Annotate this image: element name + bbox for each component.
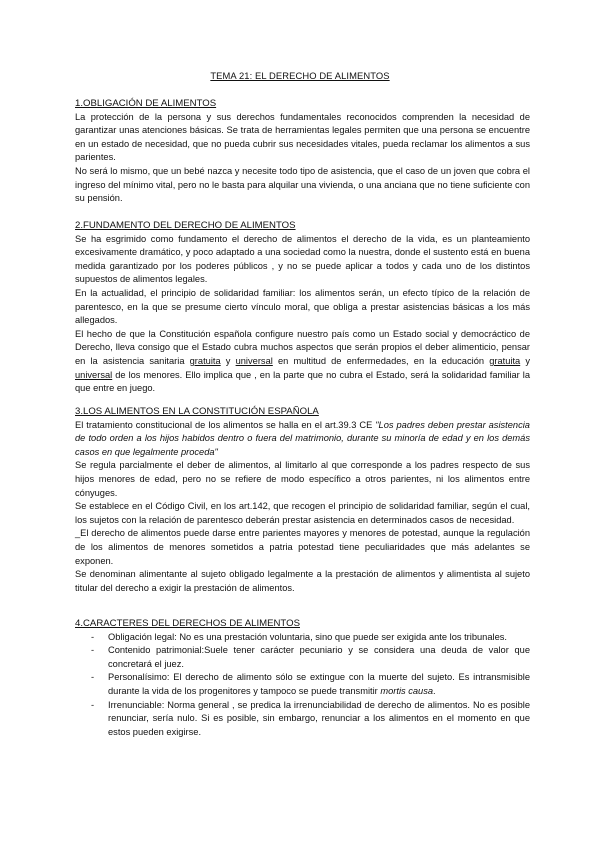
italic-term: mortis causa xyxy=(380,685,434,696)
paragraph xyxy=(75,419,530,460)
paragraph: La protección de la persona y sus derechos fundamentales reconocidos comprenden la necesidad de garantizar unas atenciones básicas. Se trata de herramientas legales permiten que una persona se encuentre en un estado de necesidad, que no pueda cubrir sus necesidades vitales, pueda reclamar los alimentos a sus parientes. xyxy=(75,111,530,163)
paragraph: En la actualidad, el principio de solidaridad familiar: los alimentos serán, un efecto típico de la relación de parentesco, en la que se presume cierto vínculo moral, que obliga a prestar asistencias básicas a los más allegados. xyxy=(75,287,530,326)
text-run: en multitud de enfermedades, en la educación xyxy=(272,355,490,366)
text-run: Personalísimo: El derecho de alimento sólo se extingue con la muerte del sujeto. Es intransmisible durante la vida de los progenitores y tampoco se puede transmitir xyxy=(108,672,530,696)
section-heading: 4.CARACTERES DEL DERECHOS DE ALIMENTOS xyxy=(75,618,300,629)
list-item: - Contenido patrimonial:Suele tener carácter pecuniario y se considera una deuda de valor que concretará el juez. xyxy=(75,644,530,671)
paragraph: Se regula parcialmente el deber de alimentos, al limitarlo al que corresponde a los padres respecto de sus hijos menores de edad, pero no se refiere de modo específico a otros parientes, ni los alimentos entre cónyuges. xyxy=(75,460,530,498)
section-fundamento xyxy=(75,219,530,396)
paragraph: Se establece en el Código Civil, en los art.142, que recogen el principio de solidaridad familiar, según el cual, los sujetos con la relación de parentesco deberán prestar asistencia en determinados casos de necesidad. xyxy=(75,501,530,525)
underlined-word: gratuita xyxy=(189,355,221,366)
paragraph xyxy=(75,328,530,396)
characteristics-list xyxy=(75,631,530,740)
paragraph: Se ha esgrimido como fundamento el derecho de alimentos el derecho de la vida, es un planteamiento excesivamente dramático, y poco adaptado a una sociedad como la nuestra, donde el sustento está en buena medida garantizado por los poderes públicos , y no se puede aplicar a todos y cada uno de los distintos supuestos de alimentos legales. xyxy=(75,233,530,285)
constitution-quote: "Los padres deben prestar asistencia de todo orden a los hijos habidos dentro o fuera del matrimonio, durante su minoría de edad y en los demás casos en que legalmente proceda" xyxy=(75,419,530,457)
text-run: El hecho de que la Constitución española configure nuestro país como un Estado social y democráctico de Derecho, lleva consigo que el Estado cubra muchos aspectos que serán propios el deber alimenticio, pensar en la asistencia sanitaria xyxy=(75,328,530,366)
underlined-word: universal xyxy=(75,369,113,380)
text-run: de los menores. Ello implica que , en la parte que no cubra el Estado, será la solidaridad familiar la que entre en juego. xyxy=(75,369,530,394)
text-run: y xyxy=(520,355,530,366)
section-caracteres xyxy=(75,617,530,739)
list-item: - Irrenunciable: Norma general , se predica la irrenunciabilidad de derecho de alimentos. No es posible renunciar, sería nulo. Si es posible, sin embargo, renunciar a los alimentos en el momento en que estos pueden exigirse. xyxy=(75,699,530,740)
section-heading: 3.LOS ALIMENTOS EN LA CONSTITUCIÓN ESPAÑOLA xyxy=(75,406,319,417)
section-heading: 1.OBLIGACIÓN DE ALIMENTOS xyxy=(75,98,217,109)
underlined-word: universal xyxy=(235,355,273,366)
text-run: El tratamiento constitucional de los alimentos se halla en el art.39.3 CE xyxy=(75,419,376,430)
section-heading: 2.FUNDAMENTO DEL DERECHO DE ALIMENTOS xyxy=(75,220,296,231)
paragraph: _El derecho de alimentos puede darse entre parientes mayores y menores de potestad, aunque la regulación de los alimentos de menores sometidos a patria potestad tiene peculiaridades que más adelantes se exponen. xyxy=(75,528,530,566)
paragraph: No será lo mismo, que un bebé nazca y necesite todo tipo de asistencia, que el caso de un joven que cobra el ingreso del mínimo vital, pero no le basta para alquilar una vivienda, o una anciana que no tiene suficiente con su pensión. xyxy=(75,165,530,204)
list-item xyxy=(75,671,530,698)
page-title: TEMA 21: EL DERECHO DE ALIMENTOS xyxy=(210,70,390,81)
list-item: - Obligación legal: No es una prestación voluntaria, sino que puede ser exigida ante los tribunales. xyxy=(75,631,530,645)
text-run: y xyxy=(220,355,236,366)
underlined-word: gratuita xyxy=(489,355,521,366)
section-constitucion xyxy=(75,405,530,595)
paragraph: Se denominan alimentante al sujeto obligado legalmente a la prestación de alimentos y alimentista al sujeto titular del derecho a exigir la prestación de alimentos. xyxy=(75,569,530,593)
section-obligacion xyxy=(75,97,530,206)
text-run: . xyxy=(433,685,436,696)
